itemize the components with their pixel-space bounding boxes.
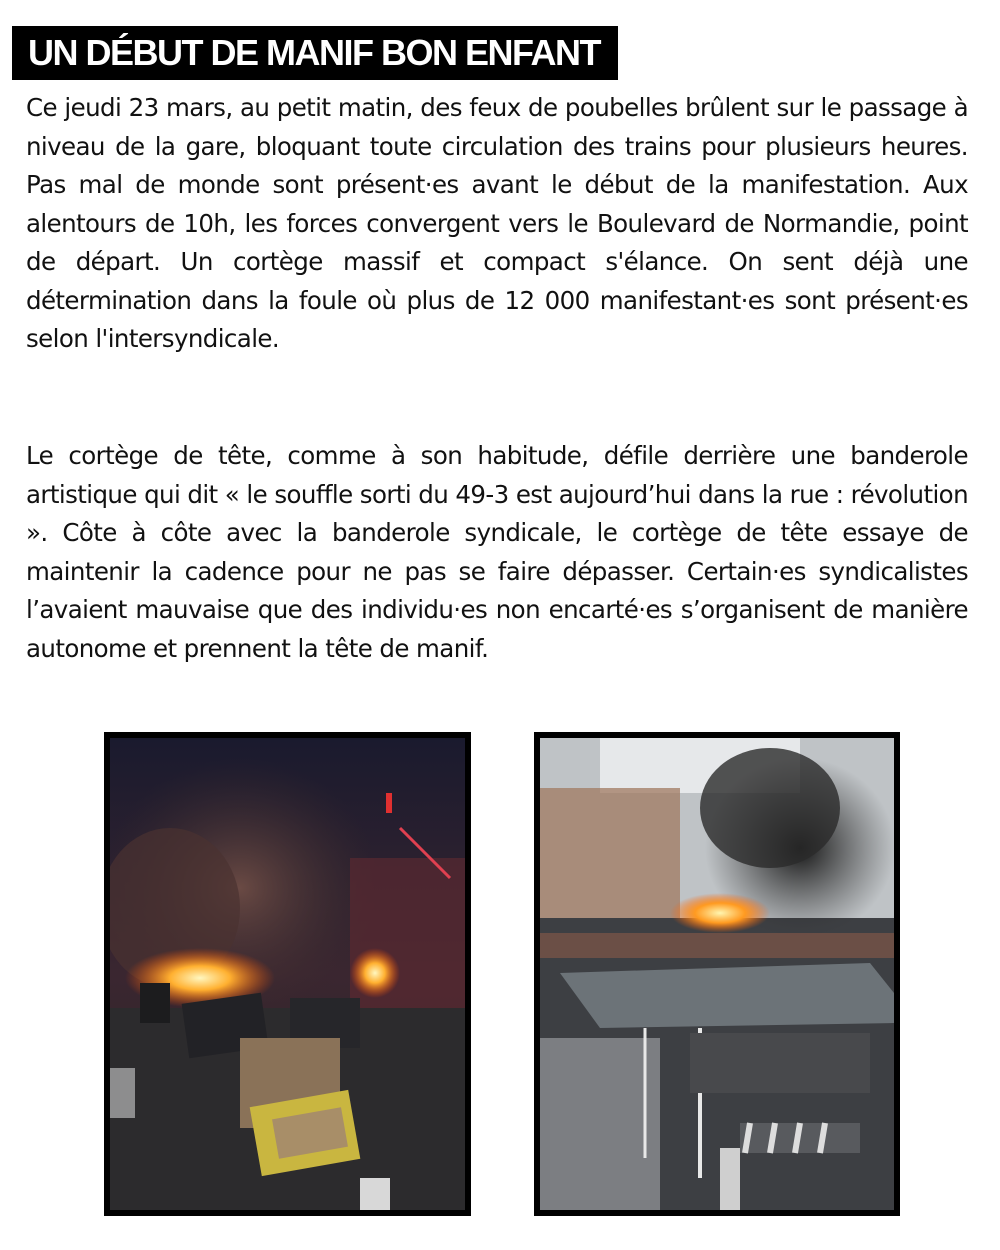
paragraph-2: Le cortège de tête, comme à son habitude, défile derrière une banderole artistique qui dit « le souffle sorti du 49-3 est aujourd’hui dans la rue : révolution ». Côte à côte avec la banderole syndicale, le cortège de tête essaye de maintenir la cadence pour ne pas se faire dépasser. Certain·es syndicalistes l’avaient mauvaise que des individu·es non encarté·es s’organisent de manière autonome et prennent la tête de manif.: [26, 441, 968, 663]
photo-demonstration-crossing: [534, 732, 900, 1216]
paragraph-1: Ce jeudi 23 mars, au petit matin, des feux de poubelles brûlent sur le passage à niveau de la gare, bloquant toute circulation des trains pour plusieurs heures. Pas mal de monde sont présent·es avant le début de la manifestation. Aux alentours de 10h, les forces convergent vers le Boulevard de Normandie, point de départ. Un cortège massif et compact s'élance. On sent déjà une détermination dans la foule où plus de 12 000 manifestant·es sont présent·es selon l'intersyndicale.: [26, 93, 968, 353]
heading: UN DÉBUT DE MANIF BON ENFANT: [28, 32, 600, 73]
photo-burning-bins-night: [104, 732, 471, 1216]
day-crowd-illustration: [540, 738, 894, 1210]
heading-banner: [12, 26, 618, 80]
night-fire-illustration: [110, 738, 465, 1210]
